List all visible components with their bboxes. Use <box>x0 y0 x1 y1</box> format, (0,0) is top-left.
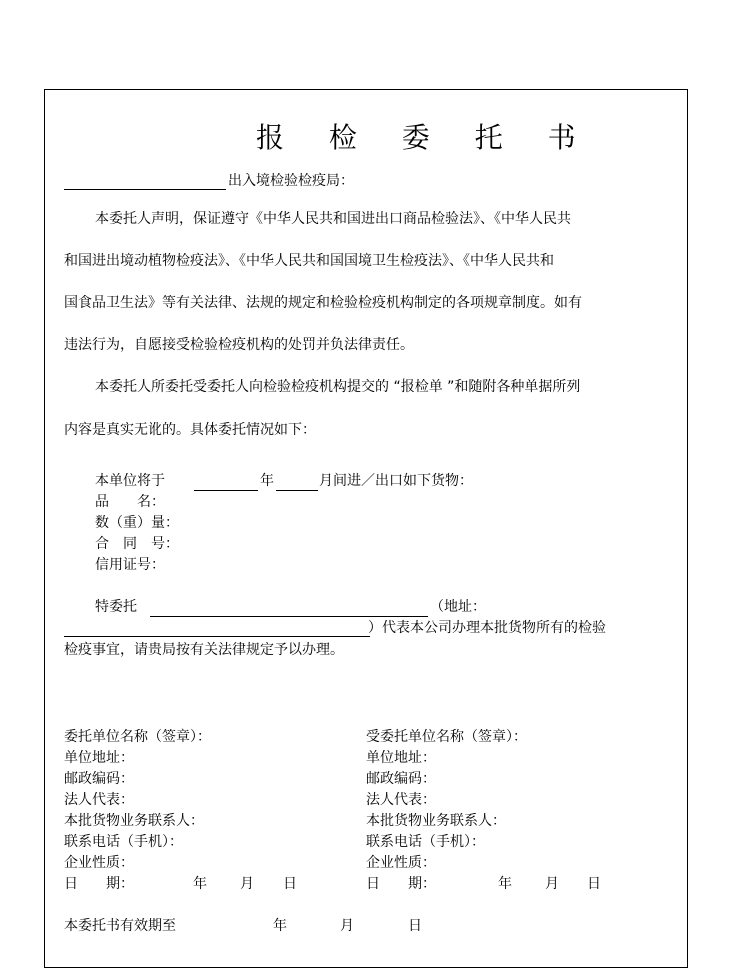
goods-quantity-label: 数（重）量： <box>95 515 179 531</box>
right-address: 单位地址： <box>366 750 436 766</box>
entrust-prefix: 特委托 <box>95 599 137 615</box>
addressee-blank-line <box>64 189 226 190</box>
right-date-year: 年 <box>498 876 512 892</box>
right-date-month: 月 <box>545 876 559 892</box>
goods-month-blank <box>276 490 318 491</box>
addressee-suffix: 出入境检验检疫局： <box>228 173 354 189</box>
para2-line-2: 内容是真实无讹的。具体委托情况如下： <box>64 422 316 438</box>
left-date-day: 日 <box>283 876 297 892</box>
right-enterprise-type: 企业性质： <box>366 855 436 871</box>
right-agent-name: 受委托单位名称（签章）： <box>366 729 527 745</box>
entrust-line-2: ）代表本公司办理本批货物所有的检验 <box>368 620 606 636</box>
para1-line-3: 国食品卫生法》等有关法律、法规的规定和检验检疫机构制定的各项规章制度。如有 <box>64 295 582 311</box>
para1-line-4: 违法行为，自愿接受检验检疫机构的处罚并负法律责任。 <box>64 337 414 353</box>
document-title: 报 检 委 托 书 <box>256 121 594 154</box>
right-postcode: 邮政编码： <box>366 771 436 787</box>
goods-contract-label: 合 同 号： <box>95 536 179 552</box>
goods-name-label: 品 名： <box>95 494 165 510</box>
left-enterprise-type: 企业性质： <box>64 855 134 871</box>
left-legal-rep: 法人代表： <box>64 792 134 808</box>
entrust-line-3: 检疫事宜，请贵局按有关法律规定予以办理。 <box>64 642 344 658</box>
validity-month: 月 <box>340 918 354 934</box>
right-date-day: 日 <box>587 876 601 892</box>
right-phone: 联系电话（手机）： <box>366 834 485 850</box>
goods-lc-label: 信用证号： <box>95 557 165 573</box>
left-principal-name: 委托单位名称（签章）： <box>64 729 211 745</box>
goods-year-label: 年 <box>260 473 274 489</box>
left-date-label: 日 期： <box>64 876 134 892</box>
left-date-year: 年 <box>193 876 207 892</box>
para2-line-1: 本委托人所委托受委托人向检验检疫机构提交的 “报检单 ”和随附各种单据所列 <box>95 379 581 395</box>
validity-day: 日 <box>408 918 422 934</box>
right-date-label: 日 期： <box>366 876 436 892</box>
left-date-month: 月 <box>240 876 254 892</box>
validity-label: 本委托书有效期至 <box>64 918 176 934</box>
para1-line-1: 本委托人声明，保证遵守《中华人民共和国进出口商品检验法》、《中华人民共 <box>95 211 571 227</box>
left-contact: 本批货物业务联系人： <box>64 813 204 829</box>
left-postcode: 邮政编码： <box>64 771 134 787</box>
goods-year-blank <box>194 490 258 491</box>
entrust-address-blank <box>64 636 370 637</box>
right-legal-rep: 法人代表： <box>366 792 436 808</box>
entrust-agent-blank <box>150 616 428 617</box>
goods-month-suffix: 月间进／出口如下货物： <box>319 473 473 489</box>
left-phone: 联系电话（手机）： <box>64 834 183 850</box>
goods-line-prefix: 本单位将于 <box>95 473 165 489</box>
right-contact: 本批货物业务联系人： <box>366 813 506 829</box>
validity-year: 年 <box>273 918 287 934</box>
left-address: 单位地址： <box>64 750 134 766</box>
entrust-address-label: （地址： <box>430 599 486 615</box>
para1-line-2: 和国进出境动植物检疫法》、《中华人民共和国国境卫生检疫法》、《中华人民共和 <box>64 253 554 269</box>
